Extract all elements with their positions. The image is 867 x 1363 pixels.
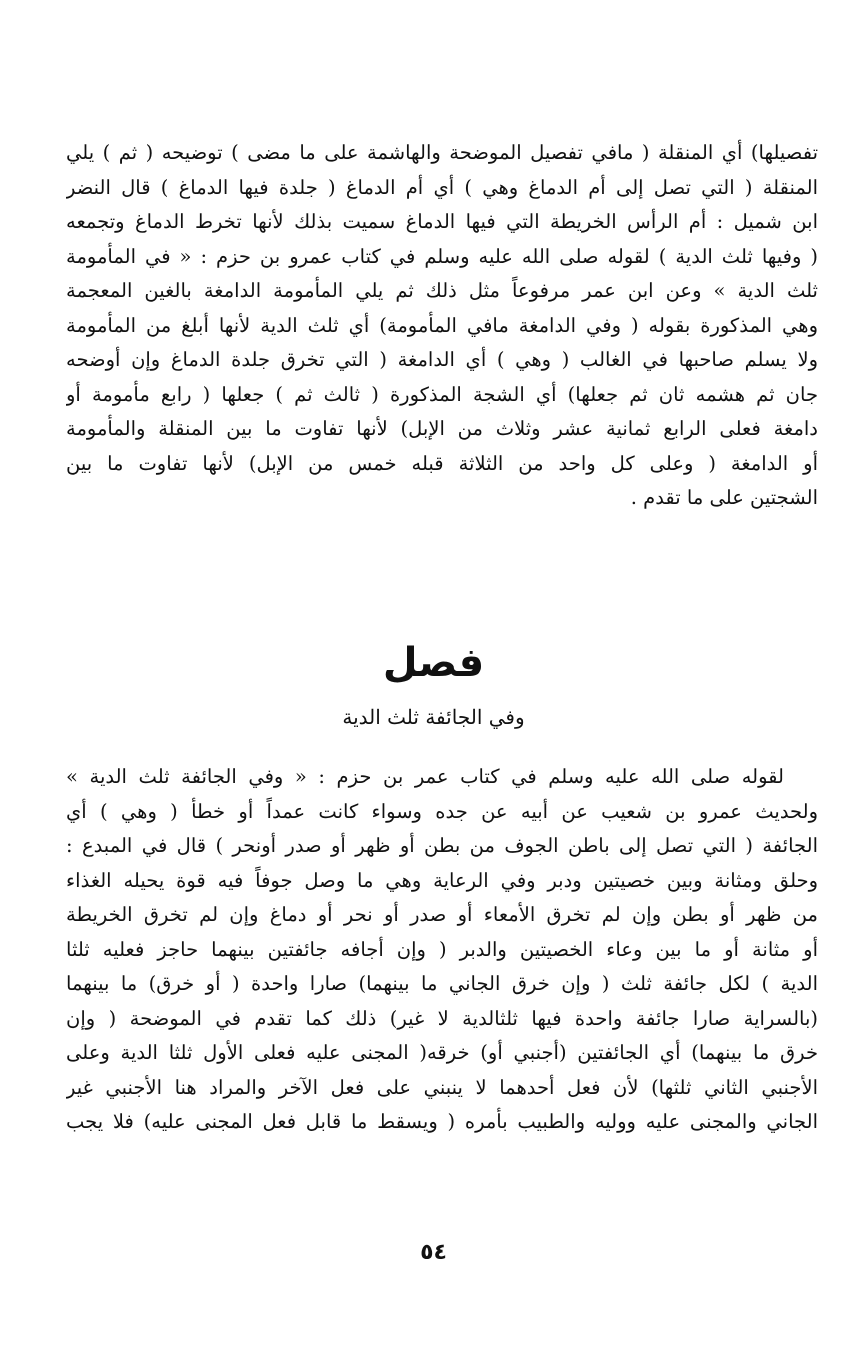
paragraph-commentary-jaifa [66,760,818,1140]
text-line: الجاني والمجنى عليه ووليه والطبيب بأمره ( ويسقط ما قابل فعل المجنى عليه) فلا يجب [66,1110,818,1133]
text-line: خرق ما بينهما) أي الجائفتين (أجنبي أو) خرقه( المجنى عليه فعلى الأول ثلثا الدية وعلى [66,1041,818,1064]
paragraph-commentary-damigha [66,136,818,516]
text-line: وهي المذكورة بقوله ( وفي الدامغة مافي المأمومة) أي ثلث الدية لأنها أبلغ من المأمومة [66,313,818,337]
text-line: الجائفة ( التي تصل إلى باطن الجوف من بطن أو ظهر أو صدر أونحر ) قال في المبدع : [66,834,818,857]
text-line: جان ثم هشمه ثان ثم جعلها) أي الشجة المذكورة ( ثالث ثم ) جعلها ( رابع مأمومة أو [66,382,818,406]
text-line: (بالسراية صارا جائفة واحدة فيها ثلثالدية لا غير) ذلك كما تقدم في الموضحة ( وإن [66,1006,818,1030]
section-subheading: وفي الجائفة ثلث الدية [342,705,525,729]
text-line: دامغة فعلى الرابع ثمانية عشر وثلاث من الإبل) لأنها تفاوت ما بين المنقلة والمأمومة [66,417,818,440]
text-line: ثلث الدية » وعن ابن عمر مرفوعاً مثل ذلك ثم يلي المأمومة الدامغة بالغين المعجمة [66,279,818,302]
text-line: تفصيلها) أي المنقلة ( مافي تفصيل الموضحة والهاشمة على ما مضى ) توضيحه ( ثم ) يلي [66,141,818,164]
section-heading: فصل [382,640,485,686]
text-line: الأجنبي الثاني ثلثها) لأن فعل أحدهما لا ينبني على فعل الآخر والمراد هنا الأجنبي غير [66,1075,818,1099]
text-line: أو مثانة أو ما بين وعاء الخصيتين والدبر ( وإن أجافه جائفتين بينهما حاجز فعليه ثلثا [66,937,818,961]
text-line: ولا يسلم صاحبها في الغالب ( وهي ) أي الدامغة ( التي تخرق جلدة الدماغ وإن أوضحه [66,348,818,371]
text-line: المنقلة ( التي تصل إلى أم الدماغ وهي ) أي أم الدماغ ( جلدة فيها الدماغ ) قال النضر [66,175,818,199]
text-line: الشجتين على ما تقدم . [630,486,818,509]
text-line: من ظهر أو بطن وإن لم تخرق الأمعاء أو صدر أو نحر أو دماغ وإن لم تخرق الخريطة [66,903,818,926]
text-line: ابن شميل : أم الرأس الخريطة التي فيها الدماغ سميت بذلك لأنها تخرط الدماغ وتجمعه [66,210,818,233]
text-line: ولحديث عمرو بن شعيب عن أبيه عن جده وسواء كانت عمداً أو خطأ ( وهي ) أي [66,799,818,823]
text-line: ( وفيها ثلث الدية ) لقوله صلى الله عليه وسلم في كتاب عمرو بن حزم : « في المأمومة [66,244,818,268]
text-line: أو الدامغة ( وعلى كل واحد من الثلاثة قبله خمس من الإبل) لأنها تفاوت ما بين [66,451,818,475]
page-number: ٥٤ [420,1240,447,1265]
text-line: وحلق ومثانة وبين خصيتين ودبر وفي الرعاية وهي ما وصل جوفاً فيه قوة يحيله الغذاء [66,868,818,892]
text-line: لقوله صلى الله عليه وسلم في كتاب عمر بن حزم : « وفي الجائفة ثلث الدية » [66,765,784,788]
text-line: الدية ) لكل جائفة ثلث ( وإن خرق الجاني ما بينهما) صارا واحدة ( أو خرق) ما بينهما [66,972,818,995]
